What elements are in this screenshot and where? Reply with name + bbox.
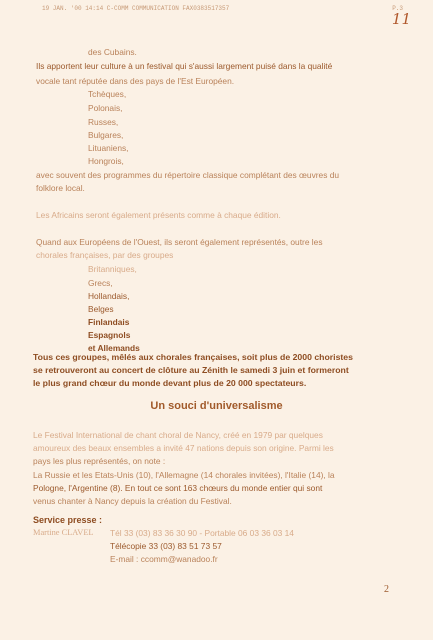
text-africans: Les Africains seront également présents comme à chaque édition.	[36, 210, 281, 220]
list-item-eastern-4: Bulgares,	[88, 130, 124, 140]
list-item-eastern-2: Polonais,	[88, 103, 123, 113]
press-fax-label: Télécopie	[110, 541, 147, 551]
page-number: 2	[384, 584, 389, 595]
list-item-eastern-3: Russes,	[88, 117, 119, 127]
list-item-western-6: Espagnols	[88, 330, 131, 340]
list-item-western-2: Grecs,	[88, 278, 113, 288]
list-item-western-4: Belges	[88, 304, 114, 314]
press-email-address: ccomm@wanadoo.fr	[140, 554, 218, 564]
press-heading: Service presse :	[33, 515, 103, 525]
fax-transmission-header	[42, 5, 403, 12]
paragraph-lead: des Cubains.	[88, 47, 137, 57]
text-culture-line-2: vocale tant réputée dans des pays de l'Est Européen.	[36, 76, 235, 86]
handwritten-page-mark: 11	[391, 10, 411, 28]
text-festival-line-3: pays les plus représentés, on note :	[33, 456, 166, 466]
press-fax	[110, 541, 222, 551]
text-festival-line-5: Pologne, l'Argentine (8). En tout ce sont 163 chœurs du monde entier qui sont	[33, 483, 323, 493]
text-repertoire-line-1: avec souvent des programmes du répertoire classique complétant des œuvres du	[36, 170, 340, 180]
list-item-western-7: et Allemands	[88, 343, 140, 353]
list-item-western-1: Britanniques,	[88, 264, 137, 274]
press-contact-name: Martine CLAVEL	[33, 528, 94, 537]
text-western-line-2: chorales françaises, par des groupes	[36, 250, 174, 260]
press-telephone: Tél 33 (03) 83 36 30 90 - Portable 06 03 36 03 14	[110, 528, 294, 538]
text-repertoire-line-2: folklore local.	[36, 183, 85, 193]
text-western-line-1: Quand aux Européens de l'Ouest, ils seront également représentés, outre les	[36, 237, 323, 247]
press-fax-number: 33 (03) 83 51 73 57	[148, 541, 222, 551]
list-item-eastern-1: Tchèques,	[88, 89, 127, 99]
list-item-eastern-5: Lituaniens,	[88, 143, 129, 153]
fax-header-left: 19 JAN. '00 14:14 C-COMM COMMUNICATION FAX0383517357	[42, 5, 230, 12]
press-email	[110, 554, 218, 564]
summary-line-3: le plus grand chœur du monde devant plus de 20 000 spectateurs.	[33, 378, 307, 388]
press-email-label: E-mail :	[110, 554, 139, 564]
text-festival-line-6: venus chanter à Nancy depuis la création du Festival.	[33, 496, 232, 506]
summary-line-1: Tous ces groupes, mêlés aux chorales françaises, soit plus de 2000 choristes	[33, 352, 353, 362]
text-festival-line-2: amoureux des beaux ensembles a invité 47 nations depuis son origine. Parmi les	[33, 443, 334, 453]
text-culture-line-1: Ils apportent leur culture à un festival qui s'aussi largement puisé dans la qualité	[36, 61, 333, 71]
summary-line-2: se retrouveront au concert de clôture au Zénith le samedi 3 juin et formeront	[33, 365, 349, 375]
text-festival-line-4: La Russie et les Etats-Unis (10), l'Allemagne (14 chorales invitées), l'Italie (14), la	[33, 470, 335, 480]
list-item-western-3: Hollandais,	[88, 291, 130, 301]
section-title: Un souci d'universalisme	[150, 400, 283, 412]
list-item-eastern-6: Hongrois,	[88, 156, 124, 166]
list-item-western-5: Finlandais	[88, 317, 130, 327]
fax-header-page: P.3	[392, 5, 403, 12]
paragraph-culture-line-1	[36, 61, 404, 71]
text-festival-line-1: Le Festival International de chant choral de Nancy, créé en 1979 par quelques	[33, 430, 323, 440]
